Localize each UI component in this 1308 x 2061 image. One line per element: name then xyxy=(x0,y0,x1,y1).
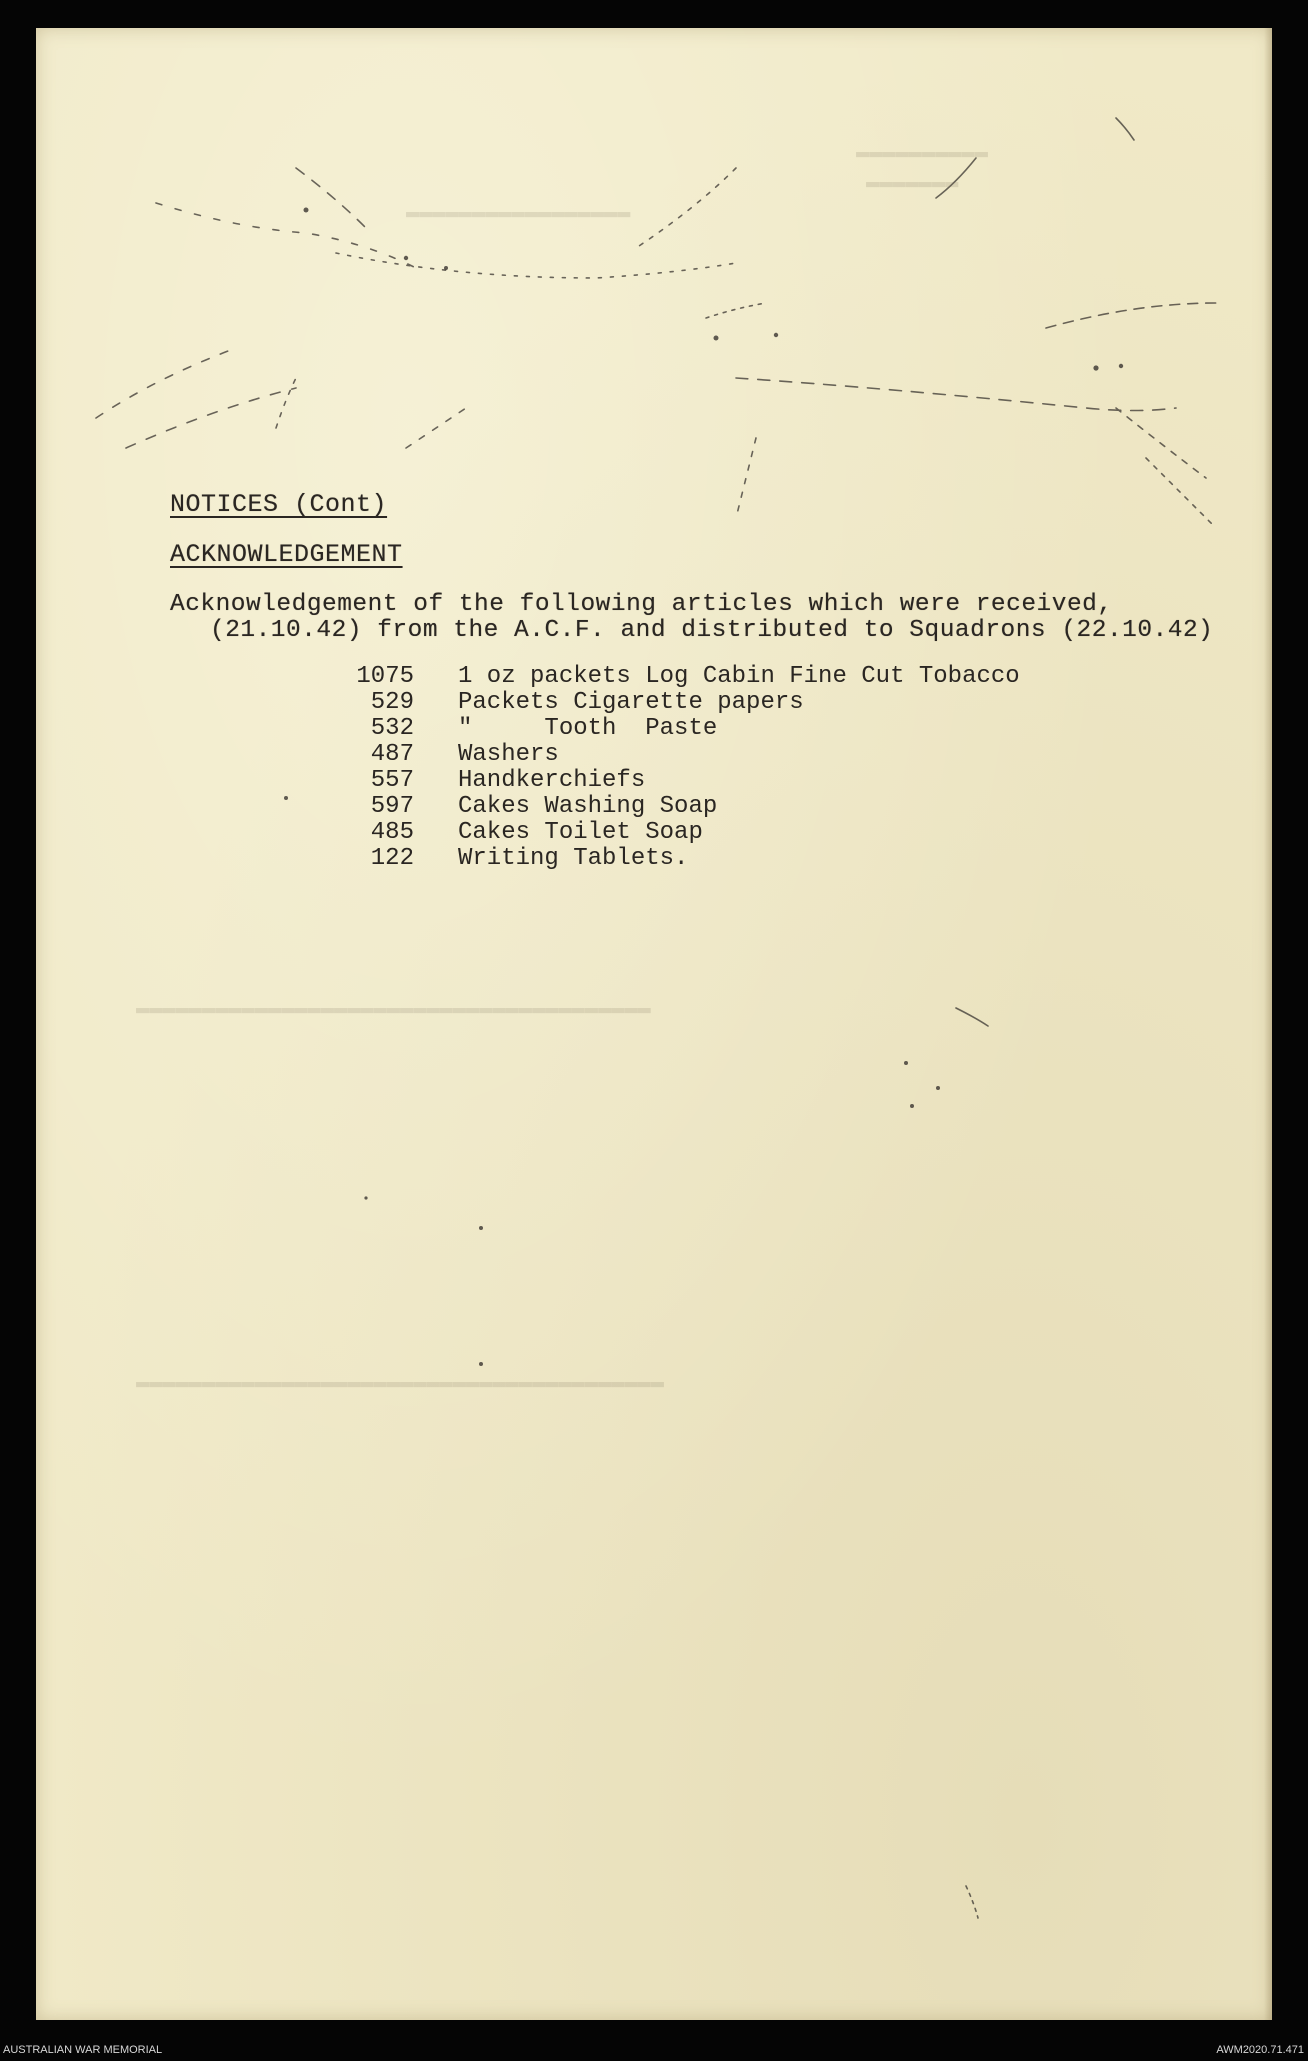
ghost-text: ▬▬▬▬▬▬▬▬▬▬ xyxy=(856,140,989,165)
item-quantity: 122 xyxy=(370,845,414,872)
list-item xyxy=(354,715,1114,741)
list-item xyxy=(354,767,1114,793)
item-quantity: 487 xyxy=(370,741,414,768)
ghost-text: ▬▬▬▬▬▬▬▬▬▬▬▬▬▬▬▬▬ xyxy=(406,200,631,225)
item-description: Packets Cigarette papers xyxy=(458,689,804,716)
list-item xyxy=(354,663,1114,689)
footer-reference: AWM2020.71.471 xyxy=(1216,2044,1304,2056)
item-quantity: 485 xyxy=(370,819,414,846)
item-description: Writing Tablets. xyxy=(458,845,689,872)
list-item xyxy=(354,793,1114,819)
item-quantity: 597 xyxy=(370,793,414,820)
item-quantity: 557 xyxy=(370,767,414,794)
acknowledgement-heading: ACKNOWLEDGEMENT xyxy=(170,540,403,569)
ghost-text: ▬▬▬▬▬▬▬▬▬▬▬▬▬▬▬▬▬▬▬▬▬▬▬▬▬▬▬▬▬▬▬▬▬▬▬▬▬▬▬ xyxy=(136,996,651,1021)
item-quantity: 532 xyxy=(370,715,414,742)
item-description: " Tooth Paste xyxy=(458,715,718,742)
list-item xyxy=(354,845,1114,871)
list-item xyxy=(354,689,1114,715)
document-page xyxy=(36,28,1272,2020)
item-description: Handkerchiefs xyxy=(458,767,646,794)
page-edge-shadow xyxy=(1264,28,1272,2020)
intro-line-1: Acknowledgement of the following articles which were received, xyxy=(170,591,1113,618)
footer-credit: AUSTRALIAN WAR MEMORIAL xyxy=(3,2044,163,2056)
item-description: Cakes Washing Soap xyxy=(458,793,718,820)
item-quantity: 529 xyxy=(370,689,414,716)
paper-marks xyxy=(36,28,1272,2020)
list-item xyxy=(354,819,1114,845)
ghost-text: ▬▬▬▬▬▬▬▬▬▬▬▬▬▬▬▬▬▬▬▬▬▬▬▬▬▬▬▬▬▬▬▬▬▬▬▬▬▬▬▬ xyxy=(136,1370,665,1395)
item-description: Washers xyxy=(458,741,559,768)
item-description: 1 oz packets Log Cabin Fine Cut Tobacco xyxy=(458,663,1020,690)
notices-heading: NOTICES (Cont) xyxy=(170,490,388,519)
item-description: Cakes Toilet Soap xyxy=(458,819,703,846)
intro-line-2: (21.10.42) from the A.C.F. and distributed to Squadrons (22.10.42) xyxy=(210,617,1214,644)
ghost-text: ▬▬▬▬▬▬▬ xyxy=(866,170,959,195)
item-quantity: 1075 xyxy=(356,663,414,690)
list-item xyxy=(354,741,1114,767)
